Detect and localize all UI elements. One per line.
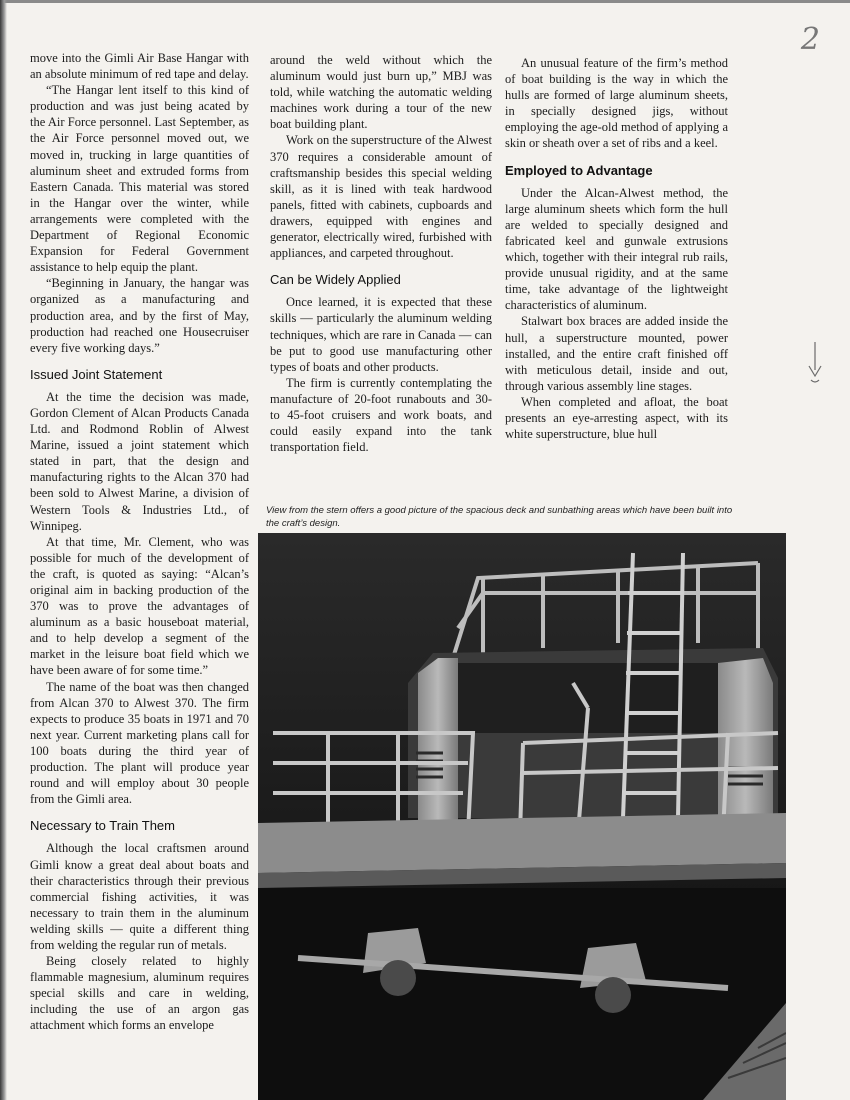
page-number: 2 <box>800 22 820 57</box>
col3-paragraph-3: Stalwart box braces are added inside the hull, a superstructure mounted, power installed, and the entire craft finished off with meticulous detail, inside and out, through various assembly line stages. <box>505 314 728 393</box>
col3-paragraph-2: Under the Alcan-Alwest method, the large aluminum sheets which form the hull are welded to specially designed and fabricated keel and gunwale extrusions which, together with their integral rub rails, provide unusual rigidity, and at the same time, take advantage of the lightweight characteristics of aluminum. <box>505 185 728 313</box>
col2-paragraph-2: Work on the superstructure of the Alwest 370 requires a considerable amount of craftsmanship besides this special welding skill, as it is lined with teak hardwood panels, fitted with cabinets, cupboards and drawers, equipped with engines and generator, electrically wired, furbished with appliances, and carpeted throughout. <box>270 133 492 261</box>
col3-paragraph-1: An unusual feature of the firm’s method of boat building is the way in which the hulls are formed of large aluminum sheets, in specially designed jigs, without employing the age-old method of applying a skin or sheath over a set of ribs and a keel. <box>505 56 728 151</box>
col1-paragraph-4: At the time the decision was made, Gordon Clement of Alcan Products Canada Ltd. and Rodmond Roblin of Alwest Marine, issued a joint statement which stated in part, that the design and manufacturing rights to the Alcan 370 had been sold to Alwest Marine, a division of Western Tools & Industries Ltd., of Winnipeg. <box>30 389 249 533</box>
subheading-employed-to-advantage: Employed to Advantage <box>505 162 653 178</box>
photo-caption: View from the stern offers a good picture of the spacious deck and sunbathing areas which have been built into the craft’s design. <box>266 505 733 529</box>
column-2 <box>270 52 492 455</box>
col1-paragraph-2: “The Hangar lent itself to this kind of production and was just being acated by the Air Force personnel. Last September, as the Air Force personnel moved out, we moved in, trucking in large quantities of aluminum sheet and extruded forms from Eastern Canada. This material was stored in the Hangar over the winter, while arrangements were completed with the Department of Regional Economic Expansion for Federal Government assistance to help equip the plant. <box>30 83 249 275</box>
column-1 <box>30 50 249 1034</box>
page-left-edge-shadow <box>0 0 7 1100</box>
subheading-can-be-widely-applied: Can be Widely Applied <box>270 272 401 288</box>
col2-paragraph-4: The firm is currently contemplating the manufacture of 20-foot runabouts and 30- to 45-foot cruisers and work boats, and could easily expand into the tank transportation field. <box>270 375 492 455</box>
margin-pen-mark <box>806 340 824 386</box>
col1-paragraph-7: Although the local craftsmen around Gimli know a great deal about boats and their characteristics through their previous commercial fishing activities, it was necessary to train them in the aluminum welding skills — quite a different thing from welding the regular run of metals. <box>30 841 249 952</box>
subheading-necessary-to-train-them: Necessary to Train Them <box>30 818 175 834</box>
pen-mark-icon <box>806 340 824 386</box>
col1-paragraph-3: “Beginning in January, the hangar was organized as a manufacturing and production area, and by the first of May, production had reached one Housecruiser every five working days.” <box>30 276 249 355</box>
col1-paragraph-1: move into the Gimli Air Base Hangar with an absolute minimum of red tape and delay. <box>30 51 249 82</box>
col2-paragraph-1: around the weld without which the aluminum would just burn up,” MBJ was told, while watching the automatic welding machines work during a tour of the new boat building plant. <box>270 53 492 132</box>
col1-paragraph-6: The name of the boat was then changed from Alcan 370 to Alwest 370. The firm expects to produce 35 boats in 1971 and 70 next year. Current marketing plans call for 100 boats during the third year of production. The plant will produce year round and will employ about 30 people from the Gimli area. <box>30 679 249 807</box>
col1-paragraph-5: At that time, Mr. Clement, who was possible for much of the development of the craft, is quoted as saying: “Alcan’s original aim in backing production of the 370 was to prove the advantages of aluminum as a basic houseboat material, and to help develop a segment of the market in the leisure boat field which we have been aware of for some time.” <box>30 534 249 678</box>
column-3 <box>505 55 728 442</box>
col1-paragraph-8: Being closely related to highly flammable magnesium, aluminum requires special skills and care in welding, including the use of an argon gas attachment which forms an envelope <box>30 954 249 1033</box>
col3-paragraph-4: When completed and afloat, the boat presents an eye-arresting aspect, with its white superstructure, blue hull <box>505 394 728 442</box>
subheading-issued-joint-statement: Issued Joint Statement <box>30 366 163 382</box>
boat-stern-photo <box>258 533 786 1100</box>
boat-stern-illustration <box>258 533 786 1100</box>
col2-paragraph-3: Once learned, it is expected that these skills — particularly the aluminum welding techniques, which are rare in Canada — can be put to good use manufacturing other types of boats and other products. <box>270 295 492 374</box>
page-top-edge <box>0 0 850 3</box>
